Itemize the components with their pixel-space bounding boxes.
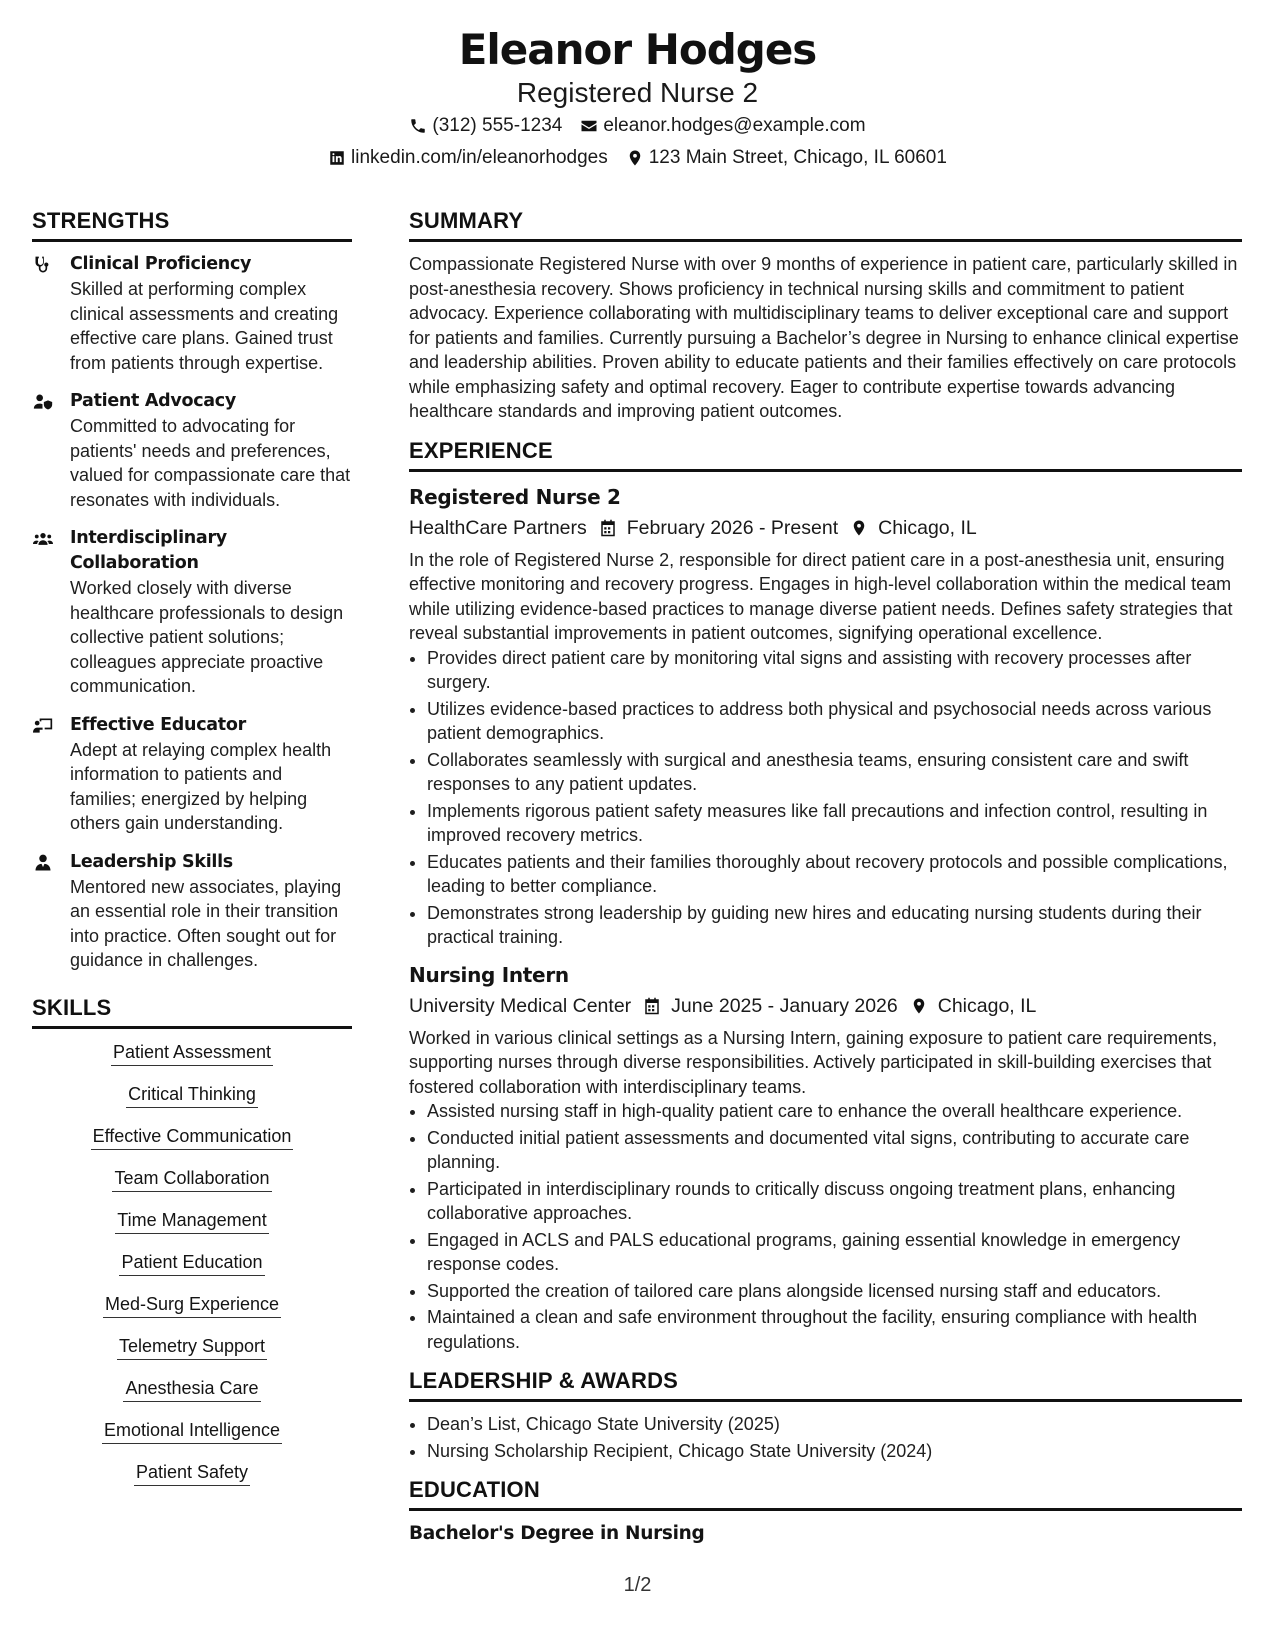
skill-item: Critical Thinking (126, 1081, 258, 1108)
user-tie-icon (32, 853, 54, 873)
award-item: • Nursing Scholarship Recipient, Chicago State University (2024) (427, 1439, 1242, 1464)
strength-item (32, 526, 352, 699)
job-meta (409, 512, 1242, 544)
skill-item: Anesthesia Care (123, 1375, 260, 1402)
awards-heading: LEADERSHIP & AWARDS (409, 1366, 1242, 1402)
job-bullet: • Participated in interdisciplinary rounds to critically discuss ongoing treatment plans, enhancing collaborative approaches. (427, 1177, 1242, 1226)
skill-item: Patient Education (119, 1249, 264, 1276)
candidate-title: Registered Nurse 2 (516, 77, 759, 108)
strength-title: Patient Advocacy (70, 391, 236, 411)
skills-heading: SKILLS (32, 993, 352, 1029)
job-location (850, 512, 977, 544)
strengths-heading: STRENGTHS (32, 206, 352, 242)
job-title: Nursing Intern (409, 962, 569, 987)
job-bullets (409, 1099, 1242, 1354)
job-entry (409, 960, 1242, 1355)
map-marker-icon (910, 997, 928, 1015)
strength-item (32, 252, 352, 375)
email-contact[interactable] (580, 110, 865, 142)
strength-item (32, 713, 352, 836)
job-bullet: • Supported the creation of tailored care plans alongside licensed nursing staff and educators. (427, 1279, 1242, 1304)
job-bullet: • Maintained a clean and safe environment throughout the facility, ensuring compliance with health regulations. (427, 1305, 1242, 1354)
job-dates (599, 512, 838, 544)
calendar-icon (643, 997, 661, 1015)
skill-item: Effective Communication (91, 1123, 294, 1150)
phone-contact (409, 110, 562, 142)
job-bullet: • Conducted initial patient assessments and documented vital signs, contributing to accurate care planning. (427, 1126, 1242, 1175)
envelope-icon (580, 117, 598, 135)
job-entry (409, 482, 1242, 950)
email-text[interactable]: eleanor.hodges@example.com (603, 115, 866, 136)
job-company: University Medical Center (409, 994, 632, 1017)
candidate-name: Eleanor Hodges (458, 25, 817, 74)
job-bullet: • Collaborates seamlessly with surgical and anesthesia teams, ensuring consistent care and swift responses to any patient updates. (427, 748, 1242, 797)
job-bullet: • Implements rigorous patient safety measures like fall precautions and infection control, resulting in improved recovery metrics. (427, 799, 1242, 848)
strength-item (32, 389, 352, 512)
job-dates-text: June 2025 - January 2026 (671, 994, 898, 1017)
skill-item: Emotional Intelligence (102, 1417, 282, 1444)
job-location (910, 990, 1037, 1022)
award-item: • Dean’s List, Chicago State University (2025) (427, 1412, 1242, 1437)
job-bullets (409, 646, 1242, 950)
linkedin-contact[interactable] (328, 142, 608, 174)
job-company: HealthCare Partners (409, 516, 587, 539)
job-description: Worked in various clinical settings as a Nursing Intern, gaining exposure to patient care requirements, supporting nurses through diverse responsibilities. Actively participated in skill-building exercises that fostered collaboration with interdisciplinary teams. (409, 1027, 1218, 1097)
skills-list (32, 1039, 352, 1486)
strength-desc: Committed to advocating for patients' needs and preferences, valued for compassionate care that resonates with individuals. (70, 416, 351, 510)
education-heading: EDUCATION (409, 1475, 1242, 1511)
chalkboard-teacher-icon (32, 716, 54, 736)
address-text: 123 Main Street, Chicago, IL 60601 (648, 147, 947, 168)
strength-desc: Adept at relaying complex health information to patients and families; energized by helping others gain understanding. (70, 739, 332, 833)
strength-desc: Worked closely with diverse healthcare professionals to design collective patient solutions; colleagues appreciate proactive communication. (70, 578, 344, 696)
job-bullet: • Educates patients and their families thoroughly about recovery protocols and possible complications, leading to better compliance. (427, 850, 1242, 899)
job-location-text: Chicago, IL (937, 994, 1037, 1017)
job-dates (643, 990, 898, 1022)
job-dates-text: February 2026 - Present (626, 516, 839, 539)
skill-item: Team Collaboration (112, 1165, 271, 1192)
map-marker-icon (626, 149, 644, 167)
left-column (32, 206, 352, 1501)
linkedin-icon (328, 149, 346, 167)
right-column (409, 206, 1242, 1547)
resume-header (0, 22, 1275, 174)
strength-desc: Mentored new associates, playing an essential role in their transition into practice. Often sought out for guidance in challenges. (70, 876, 342, 970)
skill-item: Patient Safety (134, 1459, 250, 1486)
job-bullet: • Provides direct patient care by monitoring vital signs and assisting with recovery processes after surgery. (427, 646, 1242, 695)
strength-item (32, 850, 352, 973)
skill-item: Time Management (115, 1207, 268, 1234)
skill-item: Patient Assessment (111, 1039, 273, 1066)
summary-heading: SUMMARY (409, 206, 1242, 242)
linkedin-text[interactable]: linkedin.com/in/eleanorhodges (351, 147, 608, 168)
strength-title: Leadership Skills (70, 851, 233, 872)
users-icon (32, 529, 54, 549)
job-location-text: Chicago, IL (878, 516, 977, 539)
user-shield-icon (32, 392, 54, 412)
experience-heading: EXPERIENCE (409, 436, 1242, 472)
phone-icon (409, 117, 427, 135)
job-bullet: • Utilizes evidence-based practices to address both physical and psychosocial needs across various patient demographics. (427, 697, 1242, 746)
page-number: 1/2 (623, 1574, 652, 1596)
job-bullet: • Assisted nursing staff in high-quality patient care to enhance the overall healthcare experience. (427, 1099, 1242, 1124)
strength-desc: Skilled at performing complex clinical assessments and creating effective care plans. Gained trust from patients through expertise. (70, 279, 339, 373)
contact-row-1 (0, 110, 1275, 142)
strength-title: Effective Educator (70, 714, 246, 735)
education-degree: Bachelor's Degree in Nursing (409, 1523, 705, 1544)
awards-list (409, 1412, 1242, 1463)
skill-item: Telemetry Support (117, 1333, 267, 1360)
address-contact (626, 142, 947, 174)
strength-title: Interdisciplinary Collaboration (70, 528, 227, 573)
phone-text: (312) 555-1234 (432, 115, 563, 136)
summary-text: Compassionate Registered Nurse with over 9 months of experience in patient care, particularly skilled in post-anesthesia recovery. Shows proficiency in technical nursing skills and commitment to patient advocacy. Experience collaborating with multidisciplinary teams to deliver exceptional care and support for patients and families. Currently pursuing a Bachelor’s degree in Nursing to enhance clinical expertise and leadership abilities. Proven ability to educate patients and their families effectively on care protocols while emphasizing safety and optimal recovery. Eager to contribute expertise towards advancing healthcare standards and improving patient outcomes. (409, 254, 1239, 421)
map-marker-icon (850, 519, 868, 537)
stethoscope-icon (32, 255, 54, 275)
calendar-icon (599, 519, 617, 537)
job-description: In the role of Registered Nurse 2, responsible for direct patient care in a post-anesthesia unit, ensuring effective monitoring and recovery progress. Engages in high-level collaboration within the medical team while utilizing evidence-based practices to manage diverse patient needs. Defines safety strategies that reveal substantial improvements in patient outcomes, signifying operational excellence. (409, 549, 1233, 643)
job-bullet: • Engaged in ACLS and PALS educational programs, gaining essential knowledge in emergency response codes. (427, 1228, 1242, 1277)
skill-item: Med-Surg Experience (103, 1291, 281, 1318)
job-meta (409, 990, 1242, 1022)
strength-title: Clinical Proficiency (70, 254, 252, 274)
job-title: Registered Nurse 2 (409, 484, 621, 509)
job-bullet: • Demonstrates strong leadership by guiding new hires and educating nursing students during their practical training. (427, 901, 1242, 950)
contact-row-2 (0, 142, 1275, 174)
